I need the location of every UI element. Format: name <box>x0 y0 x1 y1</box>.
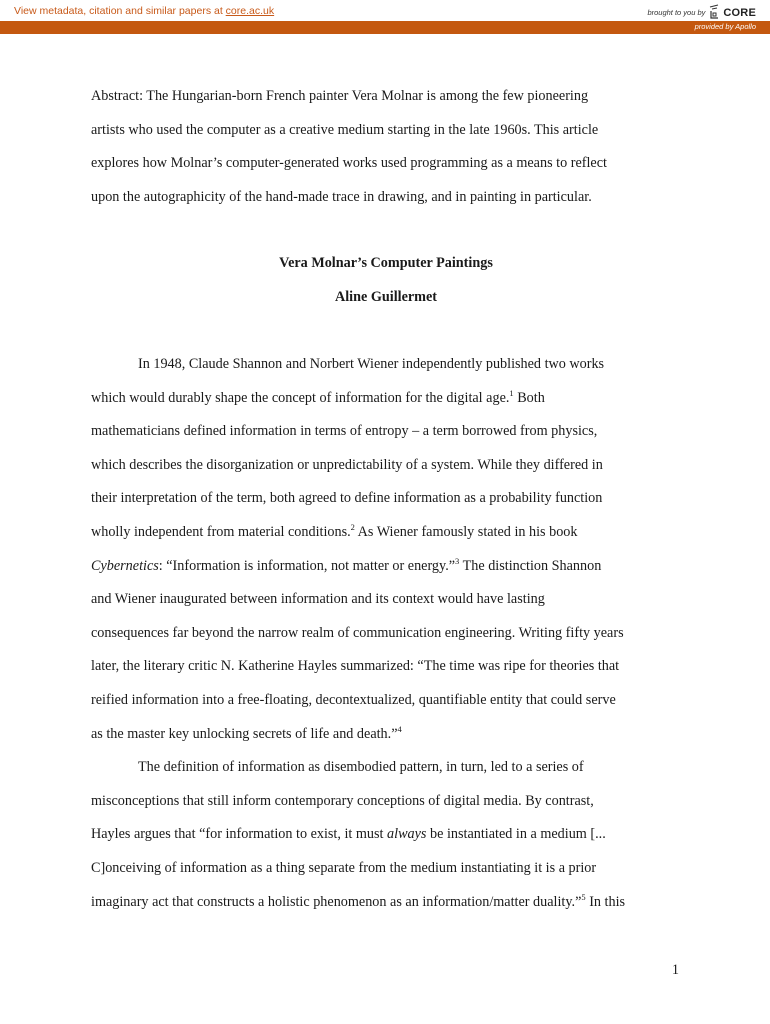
abstract-line: explores how Molnar’s computer-generated works used programming as a means to reflect <box>91 155 607 172</box>
brought-to-you-by-label: brought to you by <box>647 8 706 17</box>
core-metadata-prefix: View metadata, citation and similar papers at <box>14 5 226 17</box>
body-text <box>91 348 681 919</box>
paper-author: Aline Guillermet <box>334 288 438 305</box>
footnote-ref-2[interactable]: 2 <box>350 521 355 532</box>
footnote-ref-1[interactable]: 1 <box>509 387 514 398</box>
body-line: C]onceiving of information as a thing separate from the medium instantiating it is a prior <box>91 859 597 876</box>
title-block <box>91 247 681 314</box>
body-line: later, the literary critic N. Katherine Hayles summarized: “The time was ripe for theories that <box>91 658 620 675</box>
core-metadata-link-text[interactable] <box>14 5 274 17</box>
core-logo-icon <box>708 4 720 20</box>
body-line: consequences far beyond the narrow realm of communication engineering. Writing fifty years <box>91 624 624 641</box>
body-line: In 1948, Claude Shannon and Norbert Wiener independently published two works <box>138 356 605 372</box>
paragraph-1 <box>91 348 681 751</box>
body-line: The definition of information as disembodied pattern, in turn, led to a series of <box>138 759 584 776</box>
body-line: as the master key unlocking secrets of life and death.”$^4$ <box>91 723 402 742</box>
core-orange-bar <box>0 21 770 34</box>
provided-by-apollo[interactable]: provided by Apollo <box>694 22 756 31</box>
page-number: 1 <box>671 962 679 978</box>
body-line: their interpretation of the term, both agreed to define information as a probability function <box>91 490 603 507</box>
body-line: misconceptions that still inform contemporary conceptions of digital media. By contrast, <box>91 792 594 809</box>
core-banner <box>0 0 770 21</box>
footnote-ref-5[interactable]: 5 <box>581 891 586 902</box>
abstract-line: artists who used the computer as a creative medium starting in the late 1960s. This article <box>91 121 599 138</box>
body-line: Hayles argues that “for information to exist, it must always be instantiated in a medium [... <box>91 826 606 843</box>
abstract-line: upon the autographicity of the hand-made trace in drawing, and in painting in particular. <box>91 188 592 205</box>
book-title-cybernetics: Cybernetics <box>91 557 159 574</box>
abstract-line: Abstract: The Hungarian-born French painter Vera Molnar is among the few pioneering <box>91 88 589 104</box>
emphasis-always: always <box>387 826 427 843</box>
abstract <box>91 80 681 214</box>
footnote-ref-4[interactable]: 4 <box>397 723 402 734</box>
body-line: reified information into a free-floating, decontextualized, quantifiable entity that could serve <box>91 691 616 708</box>
body-line: and Wiener inaugurated between information and its context would have lasting <box>91 591 545 608</box>
body-line: imaginary act that constructs a holistic phenomenon as an information/matter duality.”$^5$ In this <box>91 891 626 910</box>
body-line: wholly independent from material conditions.$^2$ As Wiener famously stated in his book <box>91 521 578 540</box>
core-wordmark: CORE <box>723 7 756 19</box>
core-brand[interactable] <box>647 2 756 20</box>
body-line: which describes the disorganization or unpredictability of a system. While they differed in <box>91 456 603 473</box>
body-line: mathematicians defined information in terms of entropy – a term borrowed from physics, <box>91 423 598 440</box>
body-line: Cybernetics: “Information is information, not matter or energy.”$^3$ The distinction Shannon <box>91 555 602 574</box>
body-line: which would durably shape the concept of information for the digital age.$^1$ Both <box>91 387 545 406</box>
paper-title: Vera Molnar’s Computer Paintings <box>279 255 493 271</box>
core-ac-uk-link[interactable]: core.ac.uk <box>225 5 275 17</box>
footnote-ref-3[interactable]: 3 <box>455 555 460 566</box>
paragraph-2 <box>91 751 681 919</box>
